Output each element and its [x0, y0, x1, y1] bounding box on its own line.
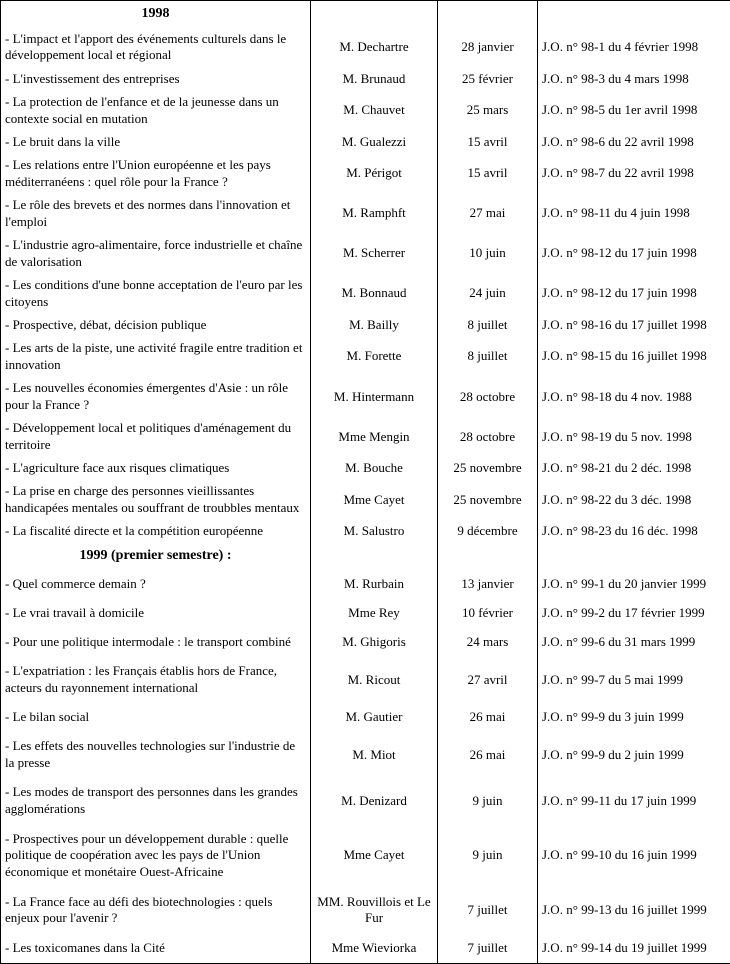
report-title: - La prise en charge des personnes vieillissantes handicapées mentales ou souffrant de troubbles mentaux	[1, 480, 311, 520]
report-title: - Les arts de la piste, une activité fragile entre tradition et innovation	[1, 337, 311, 377]
table-row	[1, 417, 730, 457]
rapporteur-name: M. Gautier	[311, 703, 438, 732]
jo-reference: J.O. n° 98-22 du 3 déc. 1998	[538, 480, 730, 520]
rapporteur-name: M. Périgot	[311, 154, 438, 194]
table-row	[1, 154, 730, 194]
report-title: - L'investissement des entreprises	[1, 67, 311, 90]
report-title: - L'agriculture face aux risques climatiques	[1, 457, 311, 480]
report-title: - L'impact et l'apport des événements culturels dans le développement local et régional	[1, 27, 311, 67]
rapporteur-name: M. Rurbain	[311, 570, 438, 599]
jo-reference: J.O. n° 98-18 du 4 nov. 1988	[538, 377, 730, 417]
table-row	[1, 337, 730, 377]
rapporteur-name: M. Brunaud	[311, 67, 438, 90]
jo-reference: J.O. n° 98-16 du 17 juillet 1998	[538, 314, 730, 337]
report-title: - L'industrie agro-alimentaire, force industrielle et chaîne de valorisation	[1, 234, 311, 274]
session-date: 24 mars	[438, 628, 538, 657]
table-row	[1, 657, 730, 703]
jo-reference: J.O. n° 98-23 du 16 déc. 1998	[538, 520, 730, 543]
rapporteur-name: M. Ricout	[311, 657, 438, 703]
rapporteur-name: M. Ramphft	[311, 194, 438, 234]
table-row	[1, 90, 730, 130]
table-row	[1, 599, 730, 628]
table-row	[1, 570, 730, 599]
jo-reference: J.O. n° 99-1 du 20 janvier 1999	[538, 570, 730, 599]
table-row	[1, 457, 730, 480]
session-date: 25 novembre	[438, 457, 538, 480]
session-date: 26 mai	[438, 732, 538, 778]
report-title: - Les toxicomanes dans la Cité	[1, 934, 311, 964]
session-date: 25 mars	[438, 90, 538, 130]
session-date: 7 juillet	[438, 887, 538, 933]
session-date: 24 juin	[438, 274, 538, 314]
report-title: - La fiscalité directe et la compétition européenne	[1, 520, 311, 543]
jo-reference: J.O. n° 99-11 du 17 juin 1999	[538, 778, 730, 824]
reports-table-body	[1, 1, 730, 964]
jo-reference: J.O. n° 98-11 du 4 juin 1998	[538, 194, 730, 234]
session-date: 15 avril	[438, 131, 538, 154]
report-title: - Les nouvelles économies émergentes d'Asie : un rôle pour la France ?	[1, 377, 311, 417]
session-date: 9 juin	[438, 824, 538, 887]
report-title: - Les modes de transport des personnes dans les grandes agglomérations	[1, 778, 311, 824]
rapporteur-name: M. Chauvet	[311, 90, 438, 130]
session-date: 25 février	[438, 67, 538, 90]
session-date: 28 janvier	[438, 27, 538, 67]
jo-reference: J.O. n° 99-10 du 16 juin 1999	[538, 824, 730, 887]
table-row	[1, 824, 730, 887]
table-row	[1, 778, 730, 824]
report-title: - La France face au défi des biotechnologies : quels enjeux pour l'avenir ?	[1, 887, 311, 933]
table-row	[1, 934, 730, 964]
session-date: 27 avril	[438, 657, 538, 703]
jo-reference: J.O. n° 98-15 du 16 juillet 1998	[538, 337, 730, 377]
report-title: - Prospectives pour un développement durable : quelle politique de coopération avec les pays de l'Union économique et monétaire Ouest-Africaine	[1, 824, 311, 887]
table-row	[1, 67, 730, 90]
report-title: - Le rôle des brevets et des normes dans l'innovation et l'emploi	[1, 194, 311, 234]
report-title: - Prospective, débat, décision publique	[1, 314, 311, 337]
table-row	[1, 887, 730, 933]
table-row	[1, 377, 730, 417]
rapporteur-name: M. Bonnaud	[311, 274, 438, 314]
rapporteur-name: MM. Rouvillois et Le Fur	[311, 887, 438, 933]
jo-reference: J.O. n° 99-13 du 16 juillet 1999	[538, 887, 730, 933]
session-date: 13 janvier	[438, 570, 538, 599]
rapporteur-name: M. Hintermann	[311, 377, 438, 417]
table-row	[1, 480, 730, 520]
rapporteur-name: M. Ghigoris	[311, 628, 438, 657]
empty-cell	[311, 543, 438, 569]
session-date: 15 avril	[438, 154, 538, 194]
empty-cell	[311, 1, 438, 28]
report-title: - Les effets des nouvelles technologies sur l'industrie de la presse	[1, 732, 311, 778]
rapporteur-name: M. Gualezzi	[311, 131, 438, 154]
table-row	[1, 314, 730, 337]
jo-reference: J.O. n° 99-14 du 19 juillet 1999	[538, 934, 730, 964]
jo-reference: J.O. n° 98-12 du 17 juin 1998	[538, 234, 730, 274]
report-title: - Pour une politique intermodale : le transport combiné	[1, 628, 311, 657]
rapporteur-name: M. Forette	[311, 337, 438, 377]
table-row	[1, 131, 730, 154]
empty-cell	[538, 543, 730, 569]
table-row	[1, 703, 730, 732]
rapporteur-name: M. Denizard	[311, 778, 438, 824]
section-header: 1998	[1, 1, 311, 28]
jo-reference: J.O. n° 99-2 du 17 février 1999	[538, 599, 730, 628]
session-date: 27 mai	[438, 194, 538, 234]
table-row	[1, 628, 730, 657]
report-title: - La protection de l'enfance et de la jeunesse dans un contexte social en mutation	[1, 90, 311, 130]
table-row	[1, 732, 730, 778]
rapporteur-name: M. Bouche	[311, 457, 438, 480]
table-row	[1, 274, 730, 314]
jo-reference: J.O. n° 98-21 du 2 déc. 1998	[538, 457, 730, 480]
session-date: 9 juin	[438, 778, 538, 824]
jo-reference: J.O. n° 99-9 du 3 juin 1999	[538, 703, 730, 732]
section-header-row	[1, 543, 730, 569]
rapporteur-name: M. Dechartre	[311, 27, 438, 67]
section-header: 1999 (premier semestre) :	[1, 543, 311, 569]
session-date: 10 juin	[438, 234, 538, 274]
report-title: - Développement local et politiques d'aménagement du territoire	[1, 417, 311, 457]
empty-cell	[438, 543, 538, 569]
report-title: - Les relations entre l'Union européenne et les pays méditerranéens : quel rôle pour la France ?	[1, 154, 311, 194]
session-date: 26 mai	[438, 703, 538, 732]
jo-reference: J.O. n° 98-3 du 4 mars 1998	[538, 67, 730, 90]
session-date: 28 octobre	[438, 377, 538, 417]
table-row	[1, 194, 730, 234]
rapporteur-name: M. Salustro	[311, 520, 438, 543]
rapporteur-name: Mme Rey	[311, 599, 438, 628]
table-row	[1, 27, 730, 67]
jo-reference: J.O. n° 98-5 du 1er avril 1998	[538, 90, 730, 130]
rapporteur-name: Mme Wieviorka	[311, 934, 438, 964]
session-date: 28 octobre	[438, 417, 538, 457]
jo-reference: J.O. n° 99-9 du 2 juin 1999	[538, 732, 730, 778]
report-title: - Le vrai travail à domicile	[1, 599, 311, 628]
section-header-row	[1, 1, 730, 28]
session-date: 9 décembre	[438, 520, 538, 543]
report-title: - Les conditions d'une bonne acceptation de l'euro par les citoyens	[1, 274, 311, 314]
rapporteur-name: Mme Mengin	[311, 417, 438, 457]
session-date: 8 juillet	[438, 337, 538, 377]
session-date: 8 juillet	[438, 314, 538, 337]
session-date: 10 février	[438, 599, 538, 628]
rapporteur-name: M. Miot	[311, 732, 438, 778]
jo-reference: J.O. n° 99-6 du 31 mars 1999	[538, 628, 730, 657]
jo-reference: J.O. n° 98-19 du 5 nov. 1998	[538, 417, 730, 457]
rapporteur-name: M. Bailly	[311, 314, 438, 337]
rapporteur-name: Mme Cayet	[311, 824, 438, 887]
report-title: - L'expatriation : les Français établis hors de France, acteurs du rayonnement international	[1, 657, 311, 703]
table-row	[1, 234, 730, 274]
jo-reference: J.O. n° 98-6 du 22 avril 1998	[538, 131, 730, 154]
report-title: - Quel commerce demain ?	[1, 570, 311, 599]
jo-reference: J.O. n° 99-7 du 5 mai 1999	[538, 657, 730, 703]
session-date: 7 juillet	[438, 934, 538, 964]
session-date: 25 novembre	[438, 480, 538, 520]
report-title: - Le bruit dans la ville	[1, 131, 311, 154]
empty-cell	[538, 1, 730, 28]
empty-cell	[438, 1, 538, 28]
table-row	[1, 520, 730, 543]
rapporteur-name: M. Scherrer	[311, 234, 438, 274]
rapporteur-name: Mme Cayet	[311, 480, 438, 520]
report-title: - Le bilan social	[1, 703, 311, 732]
jo-reference: J.O. n° 98-7 du 22 avril 1998	[538, 154, 730, 194]
jo-reference: J.O. n° 98-1 du 4 février 1998	[538, 27, 730, 67]
jo-reference: J.O. n° 98-12 du 17 juin 1998	[538, 274, 730, 314]
